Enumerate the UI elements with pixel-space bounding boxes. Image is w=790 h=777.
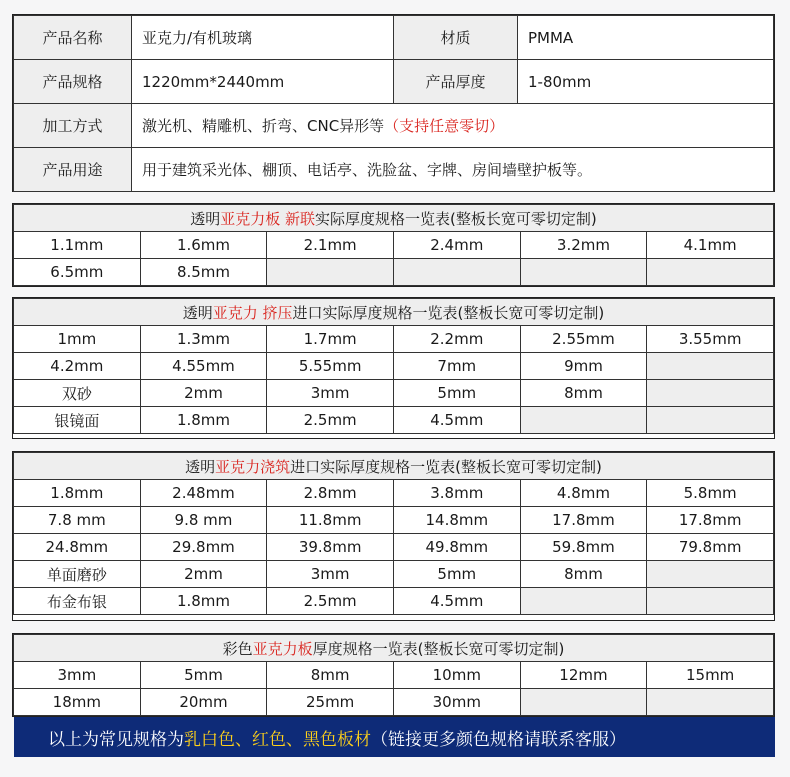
table-cell: 5mm bbox=[140, 662, 267, 689]
value-processing bbox=[132, 104, 774, 148]
table-cell: 2.55mm bbox=[520, 326, 647, 353]
table-cell: 30mm bbox=[393, 689, 520, 716]
table-cell: 5mm bbox=[393, 380, 520, 407]
table-cell bbox=[520, 407, 647, 434]
table-title bbox=[14, 635, 774, 662]
table-cell: 2.1mm bbox=[267, 232, 394, 259]
footer-banner bbox=[14, 717, 775, 757]
title-highlight: 亚克力板 新联 bbox=[220, 209, 316, 228]
title-suffix: 进口实际厚度规格一览表(整板长宽可零切定制) bbox=[290, 457, 602, 476]
table-row bbox=[14, 353, 774, 380]
table-cell: 10mm bbox=[393, 662, 520, 689]
table-cell: 单面磨砂 bbox=[14, 561, 141, 588]
table-row bbox=[14, 407, 774, 434]
table-row bbox=[14, 689, 774, 716]
table-cell bbox=[520, 259, 647, 286]
title-suffix: 进口实际厚度规格一览表(整板长宽可零切定制) bbox=[292, 303, 605, 322]
table-cell: 17.8mm bbox=[647, 507, 774, 534]
label-usage: 产品用途 bbox=[14, 148, 132, 192]
table-cell bbox=[267, 259, 394, 286]
table-row bbox=[14, 534, 774, 561]
label-material: 材质 bbox=[394, 16, 518, 60]
value-product-thickness: 1-80mm bbox=[518, 60, 774, 104]
table-cell bbox=[520, 689, 647, 716]
table-cell: 5.55mm bbox=[267, 353, 394, 380]
label-product-spec: 产品规格 bbox=[14, 60, 132, 104]
title-suffix: 厚度规格一览表(整板长宽可零切定制) bbox=[312, 639, 565, 658]
value-material: PMMA bbox=[518, 16, 774, 60]
table-cell: 24.8mm bbox=[14, 534, 141, 561]
table-cell: 5.8mm bbox=[647, 480, 774, 507]
label-product-name: 产品名称 bbox=[14, 16, 132, 60]
table-cell: 2.5mm bbox=[267, 407, 394, 434]
table-row bbox=[14, 588, 774, 615]
thickness-table-extruded bbox=[12, 297, 775, 439]
table-cell bbox=[647, 689, 774, 716]
table-row bbox=[14, 561, 774, 588]
processing-note: （支持任意零切） bbox=[384, 117, 505, 135]
label-processing: 加工方式 bbox=[14, 104, 132, 148]
table-cell: 1.6mm bbox=[140, 232, 267, 259]
table-cell: 5mm bbox=[393, 561, 520, 588]
title-highlight: 亚克力板 bbox=[252, 639, 313, 658]
table-cell: 3.8mm bbox=[393, 480, 520, 507]
table-cell: 4.1mm bbox=[647, 232, 774, 259]
table-cell: 8mm bbox=[267, 662, 394, 689]
value-product-spec: 1220mm*2440mm bbox=[132, 60, 394, 104]
table-cell: 8.5mm bbox=[140, 259, 267, 286]
table-cell: 4.55mm bbox=[140, 353, 267, 380]
title-suffix: 实际厚度规格一览表(整板长宽可零切定制) bbox=[315, 209, 597, 228]
table-cell: 14.8mm bbox=[393, 507, 520, 534]
thickness-table-cast bbox=[12, 451, 775, 621]
title-highlight: 亚克力浇筑 bbox=[215, 457, 291, 476]
table-cell: 4.5mm bbox=[393, 588, 520, 615]
table-cell: 9.8 mm bbox=[140, 507, 267, 534]
table-cell: 20mm bbox=[140, 689, 267, 716]
table-cell: 9mm bbox=[520, 353, 647, 380]
table-cell: 17.8mm bbox=[520, 507, 647, 534]
title-prefix: 透明 bbox=[185, 457, 216, 476]
table-cell: 2.48mm bbox=[140, 480, 267, 507]
title-prefix: 透明 bbox=[182, 303, 213, 322]
table-cell: 4.8mm bbox=[520, 480, 647, 507]
footer-text-colors: 乳白色、红色、黑色板材 bbox=[184, 729, 371, 750]
table-cell: 1.1mm bbox=[14, 232, 141, 259]
title-highlight: 亚克力 挤压 bbox=[212, 303, 293, 322]
table-cell: 1.8mm bbox=[14, 480, 141, 507]
table-cell: 双砂 bbox=[14, 380, 141, 407]
thickness-table-xinlian bbox=[12, 203, 775, 287]
table-cell: 11.8mm bbox=[267, 507, 394, 534]
value-product-name: 亚克力/有机玻璃 bbox=[132, 16, 394, 60]
table-title bbox=[14, 299, 774, 326]
value-usage: 用于建筑采光体、棚顶、电话亭、洗脸盆、字牌、房间墙壁护板等。 bbox=[132, 148, 774, 192]
table-cell bbox=[647, 380, 774, 407]
table-row bbox=[14, 480, 774, 507]
table-cell: 2.4mm bbox=[393, 232, 520, 259]
processing-methods: 激光机、精雕机、折弯、CNC异形等 bbox=[142, 117, 385, 135]
table-cell: 7.8 mm bbox=[14, 507, 141, 534]
footer-text-contact: （链接更多颜色规格请联系客服） bbox=[371, 729, 626, 750]
table-cell: 3mm bbox=[14, 662, 141, 689]
table-cell: 1mm bbox=[14, 326, 141, 353]
table-cell bbox=[647, 353, 774, 380]
table-cell: 布金布银 bbox=[14, 588, 141, 615]
table-cell: 15mm bbox=[647, 662, 774, 689]
table-row bbox=[14, 232, 774, 259]
table-cell: 3.2mm bbox=[520, 232, 647, 259]
table-cell: 1.8mm bbox=[140, 407, 267, 434]
table-cell: 2.8mm bbox=[267, 480, 394, 507]
table-cell: 3mm bbox=[267, 561, 394, 588]
table-cell: 29.8mm bbox=[140, 534, 267, 561]
table-cell: 2.5mm bbox=[267, 588, 394, 615]
table-cell: 8mm bbox=[520, 380, 647, 407]
title-prefix: 彩色 bbox=[222, 639, 253, 658]
table-cell bbox=[647, 588, 774, 615]
table-cell: 4.5mm bbox=[393, 407, 520, 434]
table-cell bbox=[520, 588, 647, 615]
table-cell: 1.7mm bbox=[267, 326, 394, 353]
table-cell bbox=[647, 407, 774, 434]
footer-text-intro: 以上为常见规格为 bbox=[48, 729, 184, 750]
table-cell: 18mm bbox=[14, 689, 141, 716]
table-cell: 25mm bbox=[267, 689, 394, 716]
table-row bbox=[14, 326, 774, 353]
table-cell: 1.8mm bbox=[140, 588, 267, 615]
label-product-thickness: 产品厚度 bbox=[394, 60, 518, 104]
table-cell bbox=[647, 561, 774, 588]
table-cell: 8mm bbox=[520, 561, 647, 588]
table-cell: 4.2mm bbox=[14, 353, 141, 380]
table-row bbox=[14, 507, 774, 534]
table-cell: 3.55mm bbox=[647, 326, 774, 353]
table-row bbox=[14, 662, 774, 689]
table-cell: 6.5mm bbox=[14, 259, 141, 286]
table-cell: 3mm bbox=[267, 380, 394, 407]
table-cell: 7mm bbox=[393, 353, 520, 380]
table-cell: 79.8mm bbox=[647, 534, 774, 561]
table-title bbox=[14, 453, 774, 480]
table-cell bbox=[647, 259, 774, 286]
table-title bbox=[14, 205, 774, 232]
table-cell: 49.8mm bbox=[393, 534, 520, 561]
table-cell: 2mm bbox=[140, 561, 267, 588]
table-cell bbox=[393, 259, 520, 286]
table-cell: 2mm bbox=[140, 380, 267, 407]
product-info-table bbox=[12, 14, 775, 192]
table-row bbox=[14, 259, 774, 286]
table-cell: 12mm bbox=[520, 662, 647, 689]
table-cell: 39.8mm bbox=[267, 534, 394, 561]
table-cell: 59.8mm bbox=[520, 534, 647, 561]
table-cell: 2.2mm bbox=[393, 326, 520, 353]
table-row bbox=[14, 380, 774, 407]
table-cell: 银镜面 bbox=[14, 407, 141, 434]
thickness-table-colored bbox=[12, 633, 775, 717]
title-prefix: 透明 bbox=[190, 209, 221, 228]
table-cell: 1.3mm bbox=[140, 326, 267, 353]
